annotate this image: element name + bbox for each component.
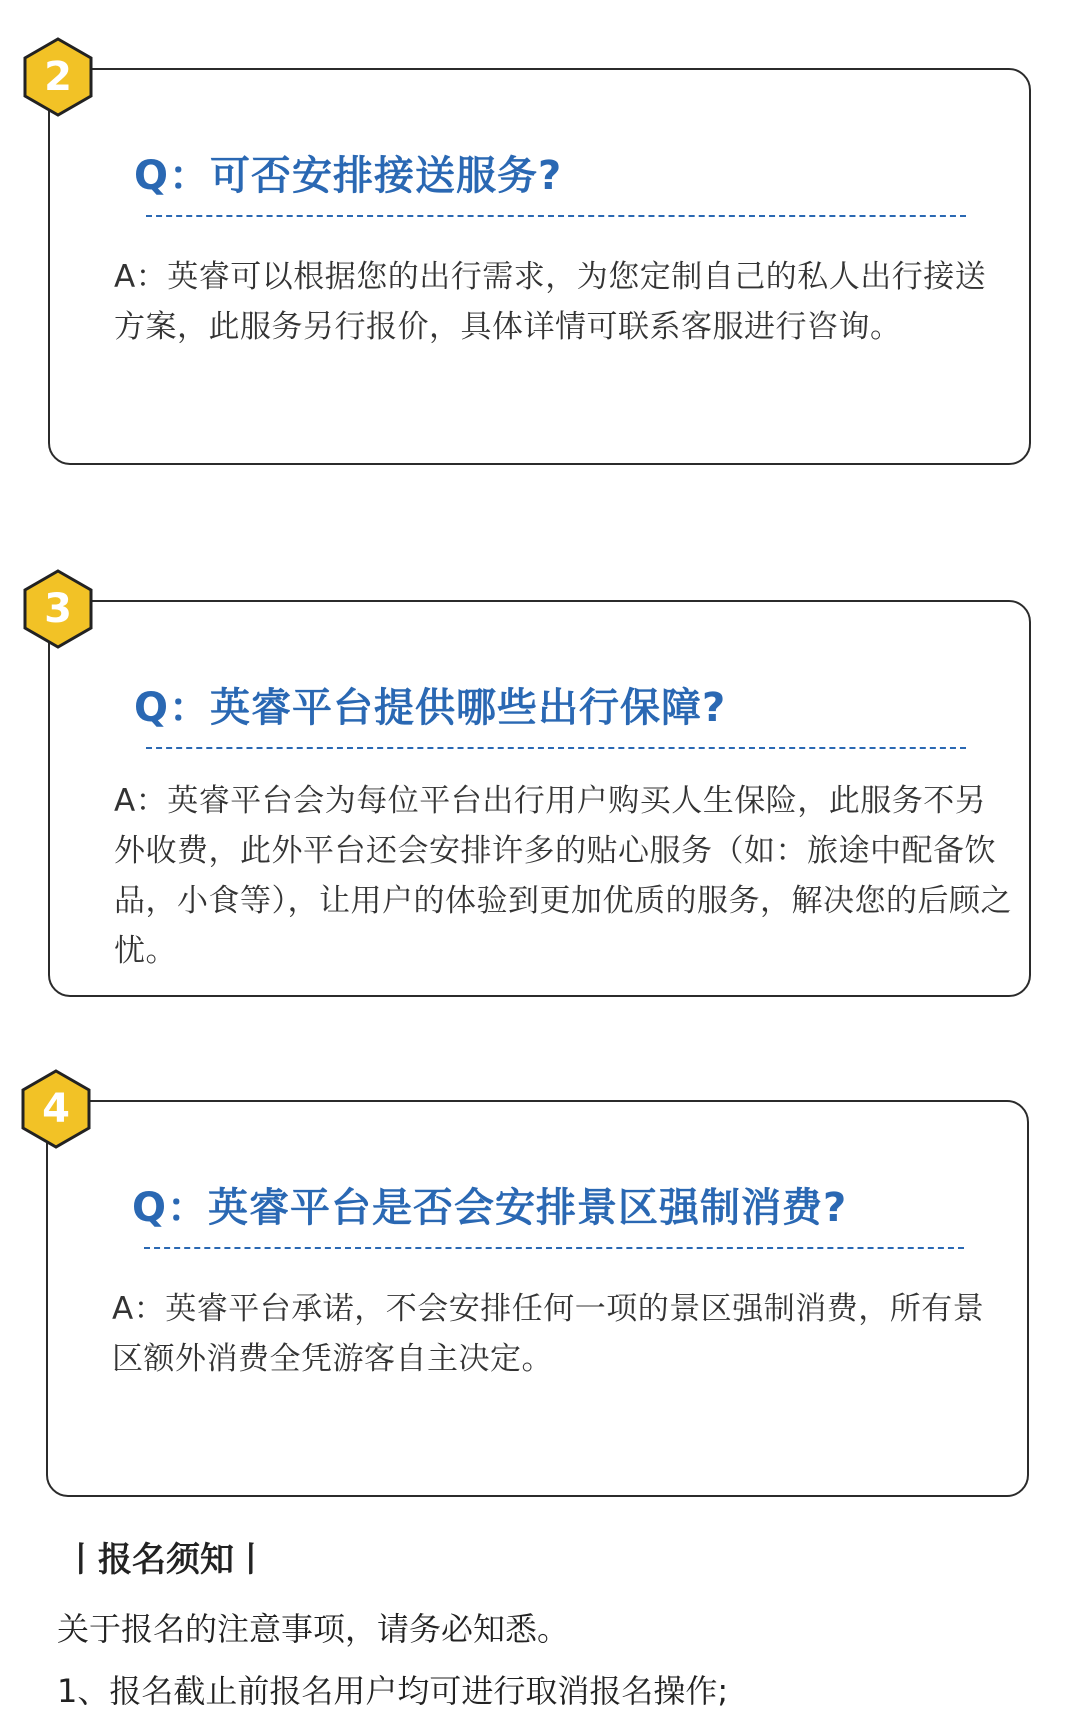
section-title: 丨报名须知丨 [64, 1540, 268, 1580]
number-badge [22, 36, 94, 118]
faq-answer: A：英睿可以根据您的出行需求，为您定制自己的私人出行接送方案，此服务另行报价，具体详情可联系客服进行咨询。 [114, 259, 987, 345]
number-badge [20, 1068, 92, 1150]
dashed-divider [146, 215, 966, 217]
faq-card [46, 1100, 1029, 1497]
faq-card [48, 68, 1031, 465]
faq-answer: A：英睿平台承诺，不会安排任何一项的景区强制消费，所有景区额外消费全凭游客自主决定。 [112, 1291, 985, 1377]
notice-list-item: 1、报名截止前报名用户均可进行取消报名操作; [57, 1672, 729, 1710]
badge-number: 3 [44, 586, 72, 632]
faq-question: Q：可否安排接送服务? [134, 153, 563, 199]
section-description: 关于报名的注意事项，请务必知悉。 [57, 1610, 570, 1648]
faq-answer: A：英睿平台会为每位平台出行用户购买人生保险，此服务不另外收费，此外平台还会安排许多的贴心服务（如：旅途中配备饮品，小食等），让用户的体验到更加优质的服务，解决您的后顾之忧。 [114, 783, 1012, 969]
badge-number: 4 [42, 1086, 70, 1132]
faq-question: Q：英睿平台是否会安排景区强制消费? [132, 1185, 848, 1231]
faq-card [48, 600, 1031, 997]
dashed-divider [144, 1247, 964, 1249]
faq-question: Q：英睿平台提供哪些出行保障? [134, 685, 727, 731]
number-badge [22, 568, 94, 650]
dashed-divider [146, 747, 966, 749]
badge-number: 2 [44, 54, 72, 100]
